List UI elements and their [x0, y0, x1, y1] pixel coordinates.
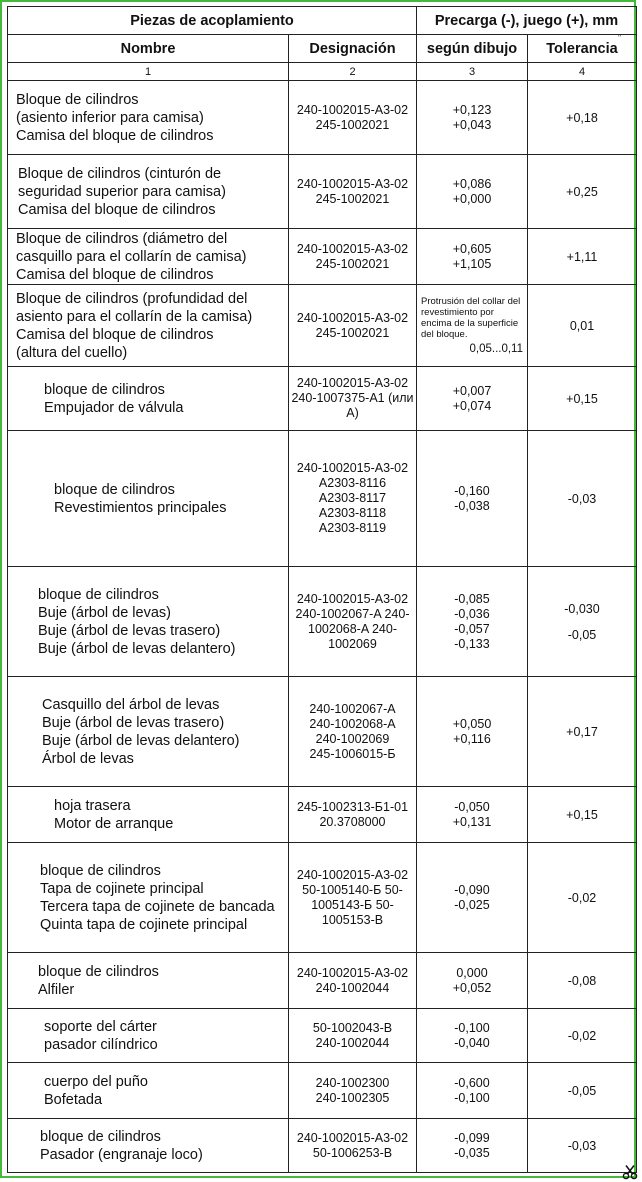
drawing-value-cell: [417, 1119, 528, 1173]
note-text: Protrusión del collar del revestimiento por encima de la superficie del bloque.: [421, 296, 521, 340]
drawing-value: -0,035: [454, 1145, 490, 1160]
part-name: Alfiler: [38, 981, 75, 998]
table-row: [8, 367, 637, 431]
table-row: [8, 81, 637, 155]
part-names: [8, 567, 289, 677]
part-name: Tapa de cojinete principal: [40, 880, 204, 897]
drawing-value-cell: [417, 81, 528, 155]
drawing-value: -0,090: [454, 882, 490, 897]
table-row: [8, 431, 637, 567]
part-name: Buje (árbol de levas trasero): [38, 622, 221, 639]
part-names: [8, 431, 289, 567]
drawing-value: -0,133: [454, 636, 490, 651]
designation: 240-1002300: [315, 1075, 390, 1090]
drawing-value: +0,605: [452, 241, 492, 256]
col-num-2: 2: [289, 63, 417, 81]
tolerance-cell: [528, 367, 637, 431]
header-row-2: [8, 35, 637, 63]
part-names: [8, 953, 289, 1009]
group-title: Piezas de acoplamiento: [8, 7, 417, 35]
part-name: bloque de cilindros: [38, 586, 159, 603]
drawing-value-cell: [417, 677, 528, 787]
table-row: [8, 787, 637, 843]
part-name: Quinta tapa de cojinete principal: [40, 916, 248, 933]
table-row: [8, 1063, 637, 1119]
part-names: [8, 787, 289, 843]
table-row: [8, 1009, 637, 1063]
table-row: [8, 953, 637, 1009]
col-num-3: 3: [417, 63, 528, 81]
part-name: Buje (árbol de levas): [38, 604, 171, 621]
designation-cell: [289, 843, 417, 953]
designation: 240-1002015-A3-02: [296, 965, 409, 980]
col-tolerance: Tolerancia: [528, 35, 637, 63]
drawing-value: +0,123: [452, 102, 492, 117]
col-num-1: 1: [8, 63, 289, 81]
designation: 240-1002015-A3-02: [296, 591, 409, 606]
preload-title: Precarga (-), juego (+), mm: [417, 7, 637, 35]
designation: 240-1002015-A3-02: [296, 461, 409, 475]
drawing-value-cell: [417, 155, 528, 229]
drawing-value-cell: [417, 431, 528, 567]
drawing-value: +0,052: [452, 980, 492, 995]
table-body: [8, 81, 637, 1173]
designation: 50-1005140-Б 50-: [302, 882, 403, 897]
part-names: [8, 677, 289, 787]
table-row: [8, 843, 637, 953]
part-name: (altura del cuello): [16, 344, 128, 361]
part-names: [8, 1119, 289, 1173]
designation-cell: [289, 81, 417, 155]
designation-cell: [289, 285, 417, 367]
designation: A2303-8116: [318, 476, 387, 490]
tolerance-cell: [528, 1119, 637, 1173]
fit-table: [7, 6, 637, 1173]
col-num-4: 4: [528, 63, 637, 81]
tolerance-value: -0,030: [564, 601, 600, 616]
tolerance-cell: [528, 431, 637, 567]
table-row: [8, 155, 637, 229]
tolerance-cell: [528, 567, 637, 677]
drawing-value: -0,600: [454, 1075, 490, 1090]
scissors-icon: [622, 1164, 638, 1180]
drawing-value: -0,038: [454, 498, 490, 513]
designation: 240-1002015-A3-02: [296, 241, 409, 256]
designation: 240-1002305: [315, 1090, 390, 1105]
drawing-value: -0,099: [454, 1130, 490, 1145]
stray-mark: ": [618, 33, 622, 43]
tolerance-value: -0,08: [567, 973, 597, 988]
part-name: bloque de cilindros: [54, 481, 175, 498]
header-row-1: [8, 7, 637, 35]
drawing-value: -0,085: [454, 591, 490, 606]
drawing-value: -0,050: [454, 799, 490, 814]
drawing-value: +0,086: [452, 176, 492, 191]
drawing-value: -0,057: [454, 621, 490, 636]
tolerance-value-2: -0,05: [567, 627, 597, 642]
part-name: hoja trasera: [54, 797, 131, 814]
table-row: [8, 1119, 637, 1173]
designation: 240-1002069: [315, 731, 390, 746]
drawing-value-cell: [417, 229, 528, 285]
drawing-value-cell: [417, 1063, 528, 1119]
part-names: [8, 229, 289, 285]
col-drawing: según dibujo: [417, 35, 528, 63]
designation: 20.3708000: [319, 814, 386, 829]
tolerance-cell: [528, 1063, 637, 1119]
table-row: [8, 677, 637, 787]
tolerance-cell: [528, 1009, 637, 1063]
drawing-value-cell: [417, 843, 528, 953]
drawing-value-cell: [417, 1009, 528, 1063]
drawing-value: +0,074: [452, 398, 492, 413]
part-name: bloque de cilindros: [38, 963, 159, 980]
tolerance-value: 0,01: [569, 318, 595, 333]
part-name: (asiento inferior para camisa): [16, 109, 204, 126]
designation: 1005153-В: [321, 912, 384, 927]
tolerance-cell: [528, 285, 637, 367]
drawing-value: -0,040: [454, 1035, 490, 1050]
drawing-value-cell: [417, 953, 528, 1009]
part-name: Camisa del bloque de cilindros: [16, 266, 214, 283]
drawing-value-cell: [417, 567, 528, 677]
note-value: 0,05...0,11: [469, 343, 523, 355]
designation-cell: [289, 1009, 417, 1063]
col-name: Nombre: [8, 35, 289, 63]
part-names: [8, 1063, 289, 1119]
tolerance-value: +0,15: [566, 391, 598, 406]
table-row: [8, 229, 637, 285]
drawing-value: +0,000: [452, 191, 492, 206]
designation-cell: [289, 953, 417, 1009]
part-name: Camisa del bloque de cilindros: [18, 201, 216, 218]
tolerance-value: -0,03: [567, 1138, 597, 1153]
tolerance-value: +0,17: [566, 724, 598, 739]
tolerance-value: +0,18: [566, 110, 598, 125]
part-names: [8, 155, 289, 229]
part-name: Empujador de válvula: [44, 399, 184, 416]
designation-cell: [289, 367, 417, 431]
designation-cell: [289, 155, 417, 229]
designation-cell: [289, 567, 417, 677]
designation-cell: [289, 677, 417, 787]
part-name: Árbol de levas: [42, 750, 134, 767]
tolerance-value: +0,15: [566, 807, 598, 822]
designation: 240-1002015-A3-02: [296, 102, 409, 117]
tolerance-value: +0,25: [566, 184, 598, 199]
tolerance-cell: [528, 229, 637, 285]
drawing-value: +0,043: [452, 117, 492, 132]
drawing-value: -0,100: [454, 1090, 490, 1105]
designation: 50-1002043-В: [312, 1020, 393, 1035]
tolerance-cell: [528, 843, 637, 953]
designation: 240-1002067-A 240-: [295, 606, 410, 621]
designation: 245-1002313-Б1-01: [296, 799, 409, 814]
drawing-value-cell: [417, 367, 528, 431]
part-name: Pasador (engranaje loco): [40, 1146, 203, 1163]
table-row: [8, 285, 637, 367]
part-name: Buje (árbol de levas trasero): [42, 714, 225, 731]
part-name: soporte del cárter: [44, 1018, 157, 1035]
drawing-value: -0,160: [454, 483, 490, 498]
protrusion-note: [417, 294, 527, 357]
designation: 50-1006253-В: [312, 1145, 393, 1160]
designation: 1002069: [328, 636, 377, 651]
designation: 245-1002021: [315, 117, 390, 132]
designation: 1002068-A 240-: [308, 621, 397, 636]
designation: 240-1002067-A: [309, 701, 396, 716]
part-name: Casquillo del árbol de levas: [42, 696, 220, 713]
part-names: [8, 285, 289, 367]
designation: 245-1002021: [315, 191, 390, 206]
part-name: Bofetada: [44, 1091, 103, 1108]
designation-cell: [289, 787, 417, 843]
designation: 245-1006015-Б: [309, 746, 396, 761]
drawing-value: +0,007: [452, 383, 492, 398]
drawing-value: +1,105: [452, 256, 492, 271]
drawing-value: -0,025: [454, 897, 490, 912]
table-row: [8, 567, 637, 677]
part-name: Buje (árbol de levas delantero): [42, 732, 240, 749]
tolerance-value: -0,02: [567, 1028, 597, 1043]
designation: A2303-8118: [318, 506, 387, 520]
part-name: Camisa del bloque de cilindros: [16, 127, 214, 144]
designation: A2303-8117: [318, 491, 387, 505]
designation: A2303-8119: [318, 521, 387, 535]
designation: 240-1002015-A3-02: [296, 176, 409, 191]
drawing-value-cell: [417, 787, 528, 843]
part-name: Revestimientos principales: [54, 499, 227, 516]
part-name: Motor de arranque: [54, 815, 174, 832]
tolerance-value: -0,03: [567, 491, 597, 506]
tolerance-cell: [528, 81, 637, 155]
col-designation: Designación: [289, 35, 417, 63]
part-names: [8, 367, 289, 431]
designation: 240-1002015-A3-02: [296, 867, 409, 882]
part-names: [8, 843, 289, 953]
designation: 245-1002021: [315, 325, 390, 340]
drawing-value: +0,131: [452, 814, 492, 829]
designation: 245-1002021: [315, 256, 390, 271]
designation: 240-1002015-A3-02: [296, 310, 409, 325]
part-name: Tercera tapa de cojinete de bancada: [40, 898, 275, 915]
designation: 240-1007375-A1 (или: [291, 391, 414, 405]
part-name: Bloque de cilindros (cinturón de: [18, 165, 222, 182]
part-name: Bloque de cilindros: [16, 91, 139, 108]
designation: 240-1002015-A3-02: [296, 1130, 409, 1145]
designation: 240-1002044: [315, 1035, 390, 1050]
tolerance-cell: [528, 677, 637, 787]
part-name: asiento para el collarín de la camisa): [16, 308, 253, 325]
drawing-value: -0,036: [454, 606, 490, 621]
designation: 240-1002068-A: [309, 716, 396, 731]
drawing-value: -0,100: [454, 1020, 490, 1035]
part-name: bloque de cilindros: [40, 1128, 161, 1145]
designation-cell: [289, 229, 417, 285]
designation: A): [346, 406, 359, 420]
designation-cell: [289, 1063, 417, 1119]
tolerance-value: +1,11: [566, 249, 598, 264]
part-name: cuerpo del puño: [44, 1073, 148, 1090]
tolerance-value: -0,02: [567, 890, 597, 905]
designation-cell: [289, 1119, 417, 1173]
drawing-value: +0,050: [452, 716, 492, 731]
part-name: bloque de cilindros: [44, 381, 165, 398]
part-name: bloque de cilindros: [40, 862, 161, 879]
drawing-value: 0,000: [456, 965, 488, 980]
part-name: casquillo para el collarín de camisa): [16, 248, 247, 265]
part-names: [8, 81, 289, 155]
part-name: Camisa del bloque de cilindros: [16, 326, 214, 343]
designation: 240-1002044: [315, 980, 390, 995]
part-name: Buje (árbol de levas delantero): [38, 640, 236, 657]
tolerance-cell: [528, 953, 637, 1009]
drawing-value: +0,116: [453, 731, 491, 746]
part-name: seguridad superior para camisa): [18, 183, 226, 200]
part-name: Bloque de cilindros (diámetro del: [16, 230, 228, 247]
designation: 1005143-Б 50-: [311, 897, 394, 912]
part-name: Bloque de cilindros (profundidad del: [16, 290, 248, 307]
header-row-numbers: [8, 63, 637, 81]
designation-cell: [289, 431, 417, 567]
designation: 240-1002015-A3-02: [296, 376, 409, 390]
tolerance-cell: [528, 155, 637, 229]
tolerance-value: -0,05: [567, 1083, 597, 1098]
tolerance-cell: [528, 787, 637, 843]
part-name: pasador cilíndrico: [44, 1036, 158, 1053]
drawing-value-cell: [417, 285, 528, 367]
part-names: [8, 1009, 289, 1063]
